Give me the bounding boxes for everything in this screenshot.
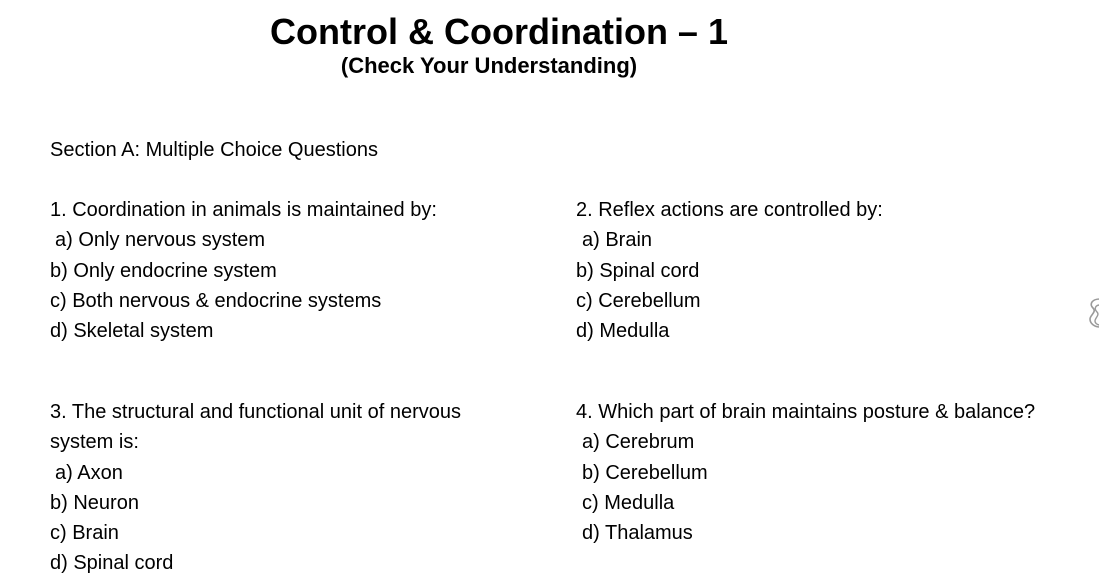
option-a: a) Cerebrum: [582, 431, 695, 454]
partial-knot-icon[interactable]: [1086, 296, 1099, 330]
option-d: d) Skeletal system: [50, 320, 214, 343]
option-a: a) Only nervous system: [55, 229, 266, 252]
page-subtitle: (Check Your Understanding): [340, 53, 638, 78]
option-d: d) Medulla: [576, 320, 670, 343]
question-text: 2. Reflex actions are controlled by:: [576, 199, 883, 221]
option-b: b) Cerebellum: [582, 461, 708, 484]
option-a: a) Brain: [582, 229, 653, 252]
option-d: d) Spinal cord: [50, 552, 174, 575]
option-b: b) Neuron: [50, 491, 139, 514]
option-d: d) Thalamus: [582, 522, 693, 545]
option-b: b) Spinal cord: [576, 259, 700, 282]
question-text-continued: system is:: [50, 431, 139, 454]
question-text: 3. The structural and functional unit of nervous: [50, 401, 461, 423]
question-3: [50, 397, 550, 579]
question-text: 1. Coordination in animals is maintained by:: [50, 199, 437, 221]
option-c: c) Medulla: [582, 491, 675, 514]
option-b: b) Only endocrine system: [50, 259, 277, 282]
question-1: [50, 195, 550, 346]
option-c: c) Both nervous & endocrine systems: [50, 289, 382, 312]
section-heading: Section A: Multiple Choice Questions: [50, 139, 378, 161]
question-2: [576, 195, 1096, 346]
option-c: c) Cerebellum: [576, 289, 701, 312]
option-a: a) Axon: [55, 461, 123, 484]
option-c: c) Brain: [50, 522, 119, 545]
question-4: [576, 397, 1096, 548]
page-title: Control & Coordination – 1: [270, 11, 728, 52]
question-text: 4. Which part of brain maintains posture & balance?: [576, 401, 1036, 423]
